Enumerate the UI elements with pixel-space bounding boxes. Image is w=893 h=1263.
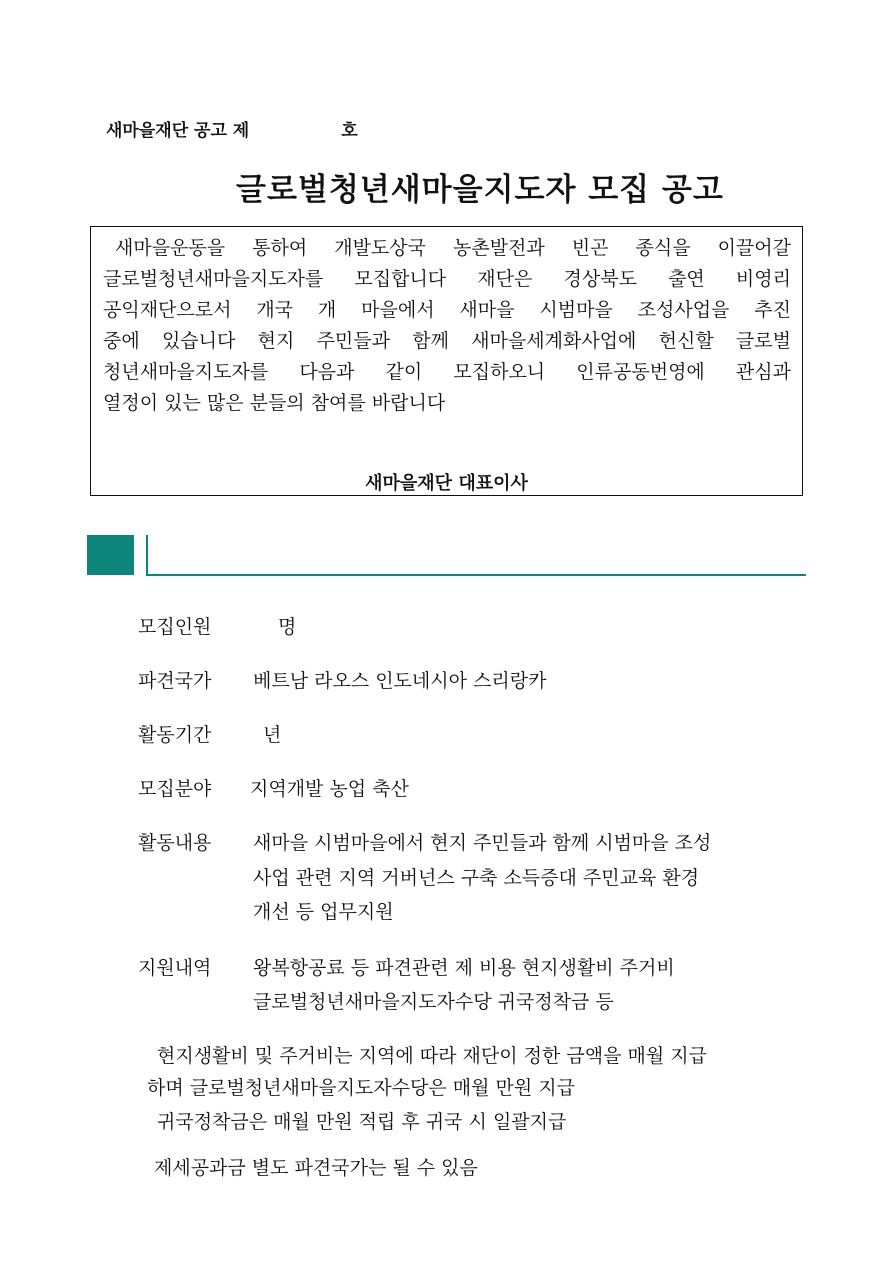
note-line: 귀국정착금은 매월 만원 적립 후 귀국 시 일괄지급 — [157, 1111, 567, 1133]
item-value-line: 새마을 시범마을에서 현지 주민들과 함께 시범마을 조성 — [253, 832, 712, 854]
item-value-line: 글로벌청년새마을지도자수당 귀국정착금 등 — [253, 991, 614, 1013]
section-divider-vertical — [146, 535, 148, 576]
intro-line: 새마을운동을 통하여 개발도상국 농촌발전과 빈곤 종식을 이끌어갈 — [115, 237, 791, 259]
document-title: 글로벌청년새마을지도자 모집 공고 — [236, 172, 724, 208]
note-line: 제세공과금 별도 파견국가는 될 수 있음 — [154, 1157, 478, 1179]
notice-number-prefix: 새마을재단 공고 제 — [106, 121, 250, 141]
intro-line: 청년새마을지도자를 다음과 같이 모집하오니 인류공동번영에 관심과 — [103, 361, 791, 383]
item-label: 모집인원 — [138, 616, 212, 638]
intro-text — [103, 233, 791, 419]
note-line: 현지생활비 및 주거비는 지역에 따라 재단이 정한 금액을 매월 지급 — [157, 1045, 707, 1067]
notice-number — [106, 116, 358, 141]
signer: 새마을재단 대표이사 — [365, 473, 528, 494]
intro-line: 열정이 있는 많은 분들의 참여를 바랍니다 — [103, 392, 446, 414]
item-label: 활동기간 — [138, 724, 212, 746]
item-value-line: 개선 등 업무지원 — [253, 901, 394, 923]
section-divider-horizontal — [146, 574, 806, 576]
intro-line: 중에 있습니다 현지 주민들과 함께 새마을세계화사업에 헌신할 글로벌 — [103, 330, 791, 352]
item-label: 모집분야 — [138, 778, 212, 800]
item-value: 베트남 라오스 인도네시아 스리랑카 — [253, 670, 547, 692]
intro-line: 글로벌청년새마을지도자를 모집합니다 재단은 경상북도 출연 비영리 — [103, 268, 791, 290]
intro-box — [90, 226, 803, 496]
item-value-line: 사업 관련 지역 거버넌스 구축 소득증대 주민교육 환경 — [253, 867, 700, 889]
item-label: 파견국가 — [138, 670, 212, 692]
notice-number-suffix: 호 — [341, 121, 358, 141]
item-label: 지원내역 — [138, 957, 212, 979]
item-value: 명 — [278, 616, 297, 638]
item-value-line: 왕복항공료 등 파견관련 제 비용 현지생활비 주거비 — [253, 957, 675, 979]
note-line: 하며 글로벌청년새마을지도자수당은 매월 만원 지급 — [147, 1077, 575, 1099]
item-value: 지역개발 농업 축산 — [250, 778, 409, 800]
intro-line: 공익재단으로서 개국 개 마을에서 새마을 시범마을 조성사업을 추진 — [103, 299, 791, 321]
item-label: 활동내용 — [138, 832, 212, 854]
section-marker — [87, 535, 134, 575]
item-value: 년 — [263, 724, 282, 746]
